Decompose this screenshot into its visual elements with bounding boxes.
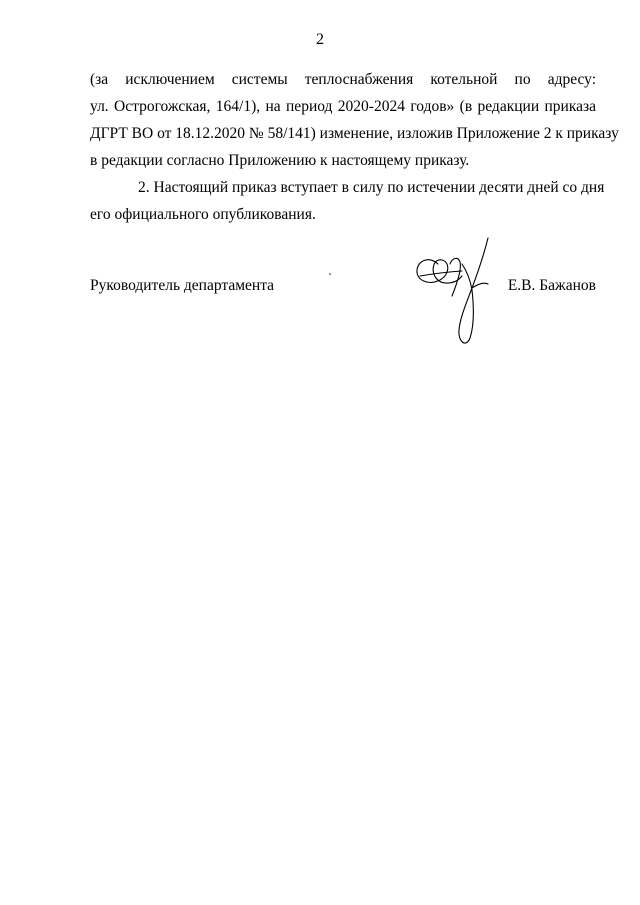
- handwritten-signature: [412, 234, 496, 350]
- paragraph-2-line-1: 2. Настоящий приказ вступает в силу по истечении десяти дней со дня: [138, 179, 605, 196]
- word: системы: [231, 71, 288, 88]
- scan-speck: [329, 273, 331, 275]
- word: по: [514, 71, 531, 88]
- paragraph-1-line-1: [90, 66, 596, 93]
- word: исключением: [125, 71, 215, 88]
- signer-name: Е.В. Бажанов: [507, 277, 596, 294]
- signer-position: Руководитель департамента: [90, 277, 275, 294]
- page-number: 2: [316, 31, 324, 48]
- word: теплоснабжения: [304, 71, 414, 88]
- document-body: [90, 66, 619, 228]
- word: (за: [90, 71, 109, 88]
- paragraph-1-line-2: ул. Острогожская, 164/1), на период 2020-2024 годов» (в редакции приказа: [90, 98, 596, 115]
- paragraph-1-line-3: ДГРТ ВО от 18.12.2020 № 58/141) изменение, изложив Приложение 2 к приказу: [90, 125, 619, 142]
- paragraph-2-line-2: его официального опубликования.: [90, 206, 316, 223]
- word: котельной: [430, 71, 498, 88]
- paragraph-1-line-4: в редакции согласно Приложению к настоящему приказу.: [90, 152, 470, 169]
- word: адресу:: [547, 71, 596, 88]
